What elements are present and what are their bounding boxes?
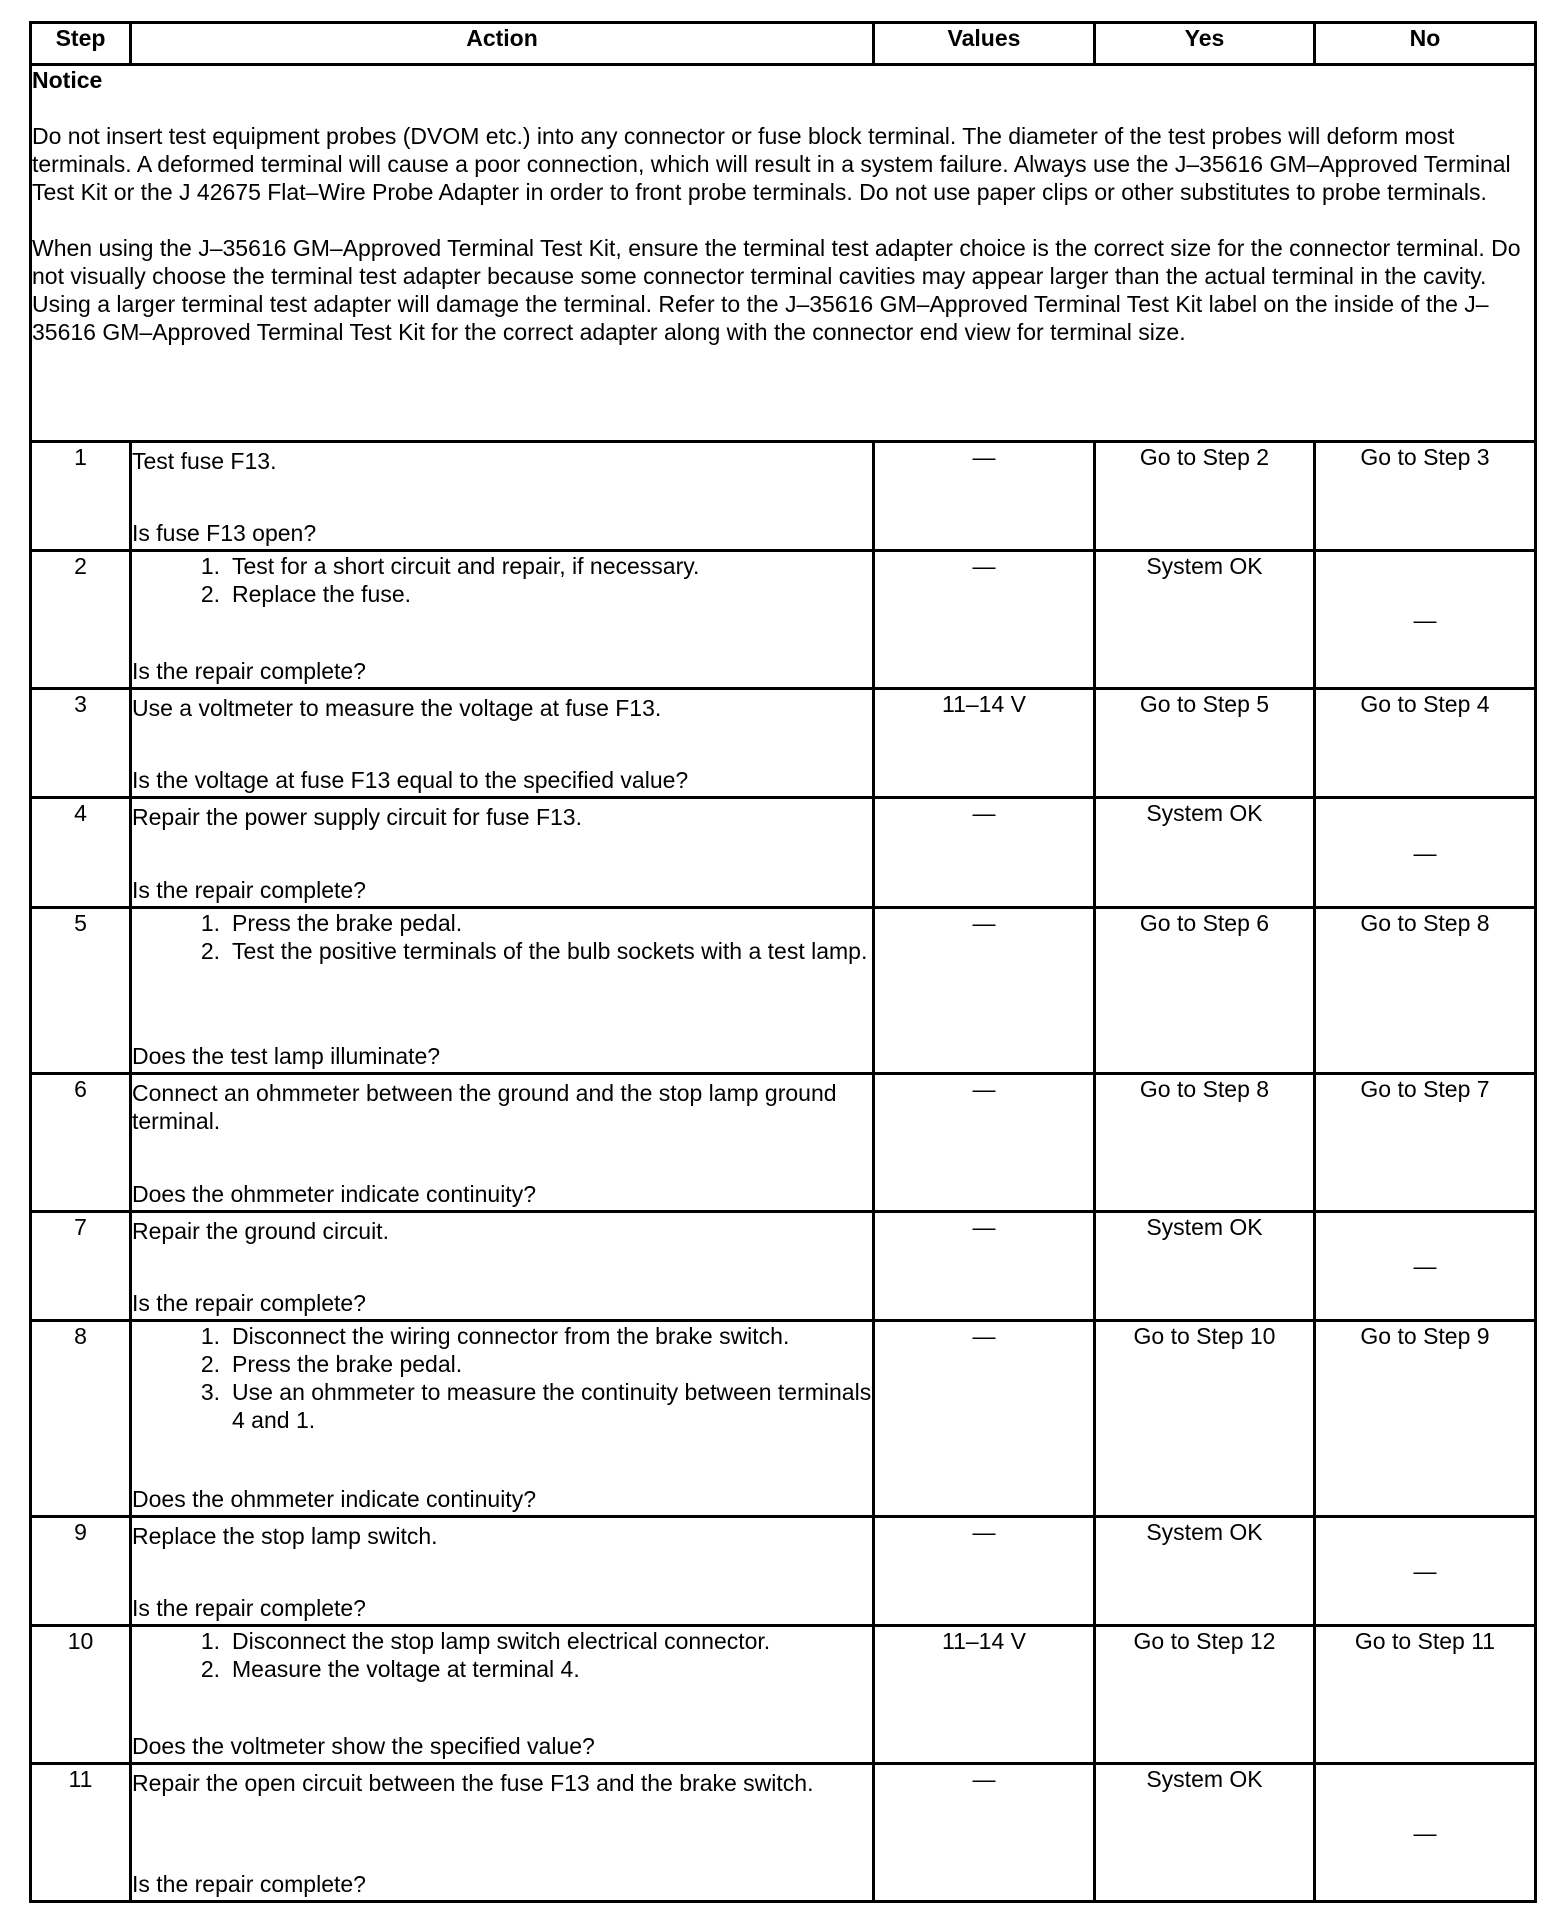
action-cell (131, 1764, 874, 1902)
action-question: Is fuse F13 open? (132, 520, 317, 546)
action-text: Repair the power supply circuit for fuse F13. (132, 804, 582, 830)
value-cell: — (874, 442, 1095, 551)
yes-cell: System OK (1095, 1517, 1315, 1626)
list-text: Test the positive terminals of the bulb sockets with a test lamp. (232, 938, 868, 964)
action-question: Is the voltage at fuse F13 equal to the specified value? (132, 767, 689, 793)
list-number: 3. (200, 1379, 220, 1405)
list-text: Replace the fuse. (232, 581, 412, 607)
header-action: Action (131, 23, 874, 65)
action-cell (131, 1074, 874, 1212)
table-row (31, 1626, 1536, 1764)
list-number: 2. (200, 938, 220, 964)
header-yes: Yes (1095, 23, 1315, 65)
yes-cell: System OK (1095, 1212, 1315, 1321)
step-number: 3 (31, 689, 131, 798)
table-row (31, 1074, 1536, 1212)
list-number: 1. (200, 910, 220, 936)
action-question: Does the ohmmeter indicate continuity? (132, 1486, 536, 1512)
action-question: Is the repair complete? (132, 877, 366, 903)
action-text: Replace the stop lamp switch. (132, 1523, 438, 1549)
list-number: 1. (200, 553, 220, 579)
no-cell: — (1315, 1212, 1536, 1321)
action-text: Test fuse F13. (132, 448, 277, 474)
action-text: Use a voltmeter to measure the voltage at fuse F13. (132, 695, 662, 721)
yes-cell: Go to Step 2 (1095, 442, 1315, 551)
value-cell: — (874, 1321, 1095, 1517)
list-text: Disconnect the stop lamp switch electrical connector. (232, 1628, 771, 1654)
list-item (132, 1322, 872, 1350)
table-row (31, 1212, 1536, 1321)
action-text: Repair the open circuit between the fuse F13 and the brake switch. (132, 1770, 814, 1796)
table-row (31, 689, 1536, 798)
yes-cell: Go to Step 8 (1095, 1074, 1315, 1212)
action-cell (131, 1212, 874, 1321)
yes-cell: Go to Step 12 (1095, 1626, 1315, 1764)
yes-cell: Go to Step 10 (1095, 1321, 1315, 1517)
action-text: Connect an ohmmeter between the ground and the stop lamp ground terminal. (132, 1080, 837, 1134)
yes-cell: System OK (1095, 798, 1315, 908)
action-cell (131, 689, 874, 798)
step-number: 6 (31, 1074, 131, 1212)
action-text: Repair the ground circuit. (132, 1218, 389, 1244)
no-cell: Go to Step 4 (1315, 689, 1536, 798)
action-cell (131, 798, 874, 908)
list-text: Test for a short circuit and repair, if necessary. (232, 553, 700, 579)
list-number: 1. (200, 1323, 220, 1349)
list-item (132, 580, 872, 608)
list-text: Press the brake pedal. (232, 910, 463, 936)
notice-title: Notice (32, 67, 103, 93)
yes-cell: Go to Step 6 (1095, 908, 1315, 1074)
action-cell (131, 1321, 874, 1517)
no-cell: Go to Step 7 (1315, 1074, 1536, 1212)
notice-paragraph-1: Do not insert test equipment probes (DVOM etc.) into any connector or fuse block terminal. The diameter of the test probes will deform most terminals. A deformed terminal will cause a poor connection, which will result in a system failure. Always use the J–35616 GM–Approved Terminal Test Kit or the J 42675 Flat–Wire Probe Adapter in order to front probe terminals. Do not use paper clips or other substitutes to probe terminals. (32, 123, 1511, 205)
no-cell: Go to Step 11 (1315, 1626, 1536, 1764)
table-row (31, 442, 1536, 551)
action-steps-list (132, 1322, 872, 1434)
no-cell: Go to Step 9 (1315, 1321, 1536, 1517)
diagnostic-table (29, 21, 1537, 1903)
header-step: Step (31, 23, 131, 65)
no-cell: — (1315, 798, 1536, 908)
action-steps-list (132, 552, 872, 608)
header-values: Values (874, 23, 1095, 65)
yes-cell: System OK (1095, 551, 1315, 689)
list-number: 2. (200, 1656, 220, 1682)
step-number: 9 (31, 1517, 131, 1626)
list-item (132, 1378, 872, 1434)
notice-paragraph-2: When using the J–35616 GM–Approved Terminal Test Kit, ensure the terminal test adapter choice is the correct size for the connector terminal. Do not visually choose the terminal test adapter because some connector terminal cavities may appear larger than the actual terminal in the cavity. Using a larger terminal test adapter will damage the terminal. Refer to the J–35616 GM–Approved Terminal Test Kit label on the inside of the J–35616 GM–Approved Terminal Test Kit for the correct adapter along with the connector end view for terminal size. (32, 235, 1521, 345)
value-cell: — (874, 551, 1095, 689)
table-row (31, 1517, 1536, 1626)
notice-row (31, 65, 1536, 442)
list-item (132, 1627, 872, 1655)
table-row (31, 908, 1536, 1074)
list-text: Use an ohmmeter to measure the continuity between terminals 4 and 1. (232, 1379, 872, 1433)
list-item (132, 937, 872, 965)
step-number: 5 (31, 908, 131, 1074)
list-text: Disconnect the wiring connector from the brake switch. (232, 1323, 790, 1349)
step-number: 4 (31, 798, 131, 908)
step-number: 10 (31, 1626, 131, 1764)
value-cell: — (874, 1212, 1095, 1321)
no-cell: Go to Step 3 (1315, 442, 1536, 551)
action-question: Does the ohmmeter indicate continuity? (132, 1181, 536, 1207)
value-cell: — (874, 798, 1095, 908)
no-cell: — (1315, 1764, 1536, 1902)
value-cell: 11–14 V (874, 689, 1095, 798)
notice-cell (31, 65, 1536, 442)
table-row (31, 798, 1536, 908)
table-row (31, 551, 1536, 689)
list-item (132, 552, 872, 580)
action-question: Does the test lamp illuminate? (132, 1043, 441, 1069)
list-item (132, 1350, 872, 1378)
table-row (31, 1321, 1536, 1517)
value-cell: — (874, 1074, 1095, 1212)
action-cell (131, 1626, 874, 1764)
step-number: 1 (31, 442, 131, 551)
no-cell: — (1315, 1517, 1536, 1626)
value-cell: — (874, 1517, 1095, 1626)
action-question: Is the repair complete? (132, 1871, 366, 1897)
action-cell (131, 908, 874, 1074)
action-question: Is the repair complete? (132, 658, 366, 684)
action-question: Is the repair complete? (132, 1595, 366, 1621)
list-item (132, 909, 872, 937)
value-cell: — (874, 908, 1095, 1074)
list-item (132, 1655, 872, 1683)
yes-cell: System OK (1095, 1764, 1315, 1902)
list-number: 2. (200, 581, 220, 607)
yes-cell: Go to Step 5 (1095, 689, 1315, 798)
action-cell (131, 1517, 874, 1626)
action-steps-list (132, 1627, 872, 1683)
step-number: 7 (31, 1212, 131, 1321)
header-no: No (1315, 23, 1536, 65)
list-number: 1. (200, 1628, 220, 1654)
action-steps-list (132, 909, 872, 965)
list-text: Measure the voltage at terminal 4. (232, 1656, 580, 1682)
table-row (31, 1764, 1536, 1902)
list-text: Press the brake pedal. (232, 1351, 463, 1377)
header-row (31, 23, 1536, 65)
step-number: 2 (31, 551, 131, 689)
no-cell: Go to Step 8 (1315, 908, 1536, 1074)
action-question: Does the voltmeter show the specified value? (132, 1733, 595, 1759)
value-cell: 11–14 V (874, 1626, 1095, 1764)
no-cell: — (1315, 551, 1536, 689)
step-number: 8 (31, 1321, 131, 1517)
action-cell (131, 551, 874, 689)
action-cell (131, 442, 874, 551)
step-number: 11 (31, 1764, 131, 1902)
value-cell: — (874, 1764, 1095, 1902)
list-number: 2. (200, 1351, 220, 1377)
action-question: Is the repair complete? (132, 1290, 366, 1316)
